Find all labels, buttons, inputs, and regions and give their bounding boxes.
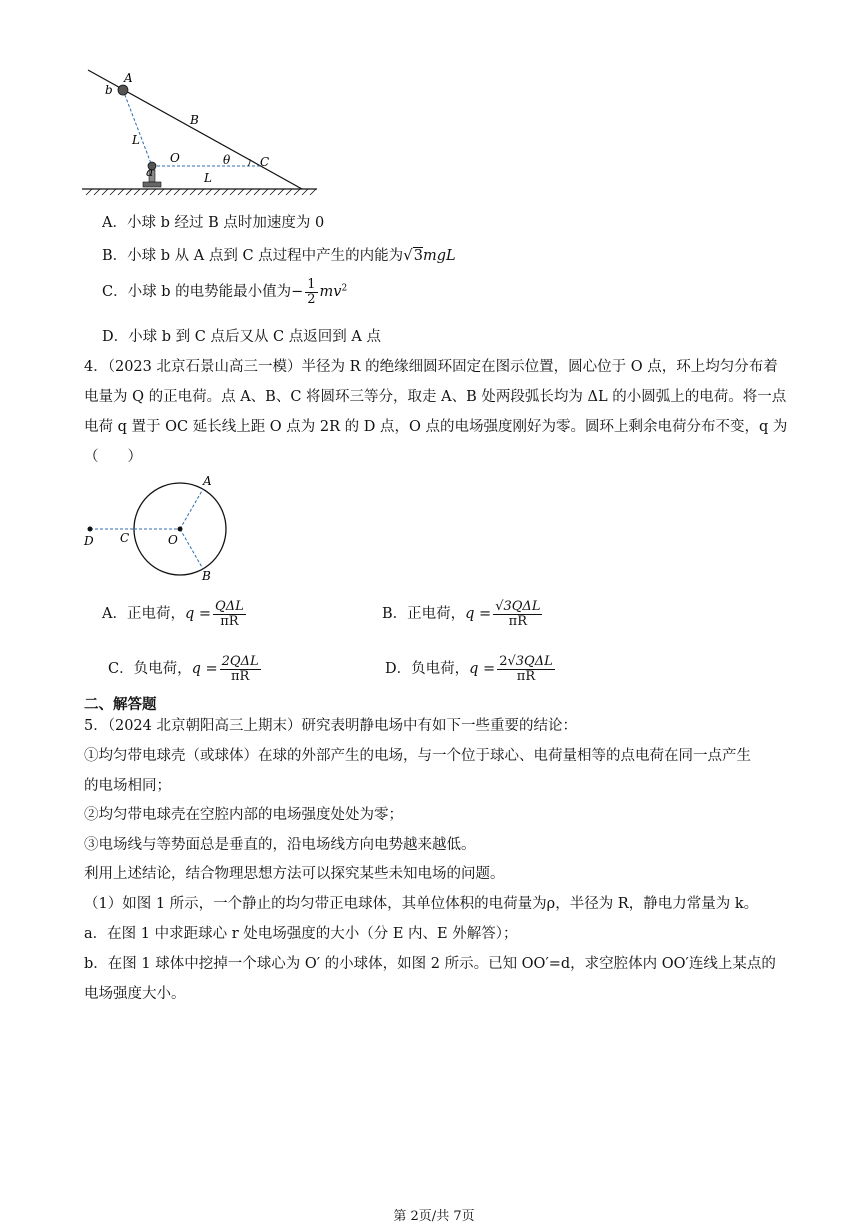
svg-text:L: L [132,133,140,147]
svg-text:a: a [146,165,154,179]
incline-figure [80,62,325,202]
q4-option-b: B．正电荷，q = $\frac{\text{√3QΔL}}{\pi R}$ [382,599,541,629]
q5-line-10: 电场强度大小。 [84,986,186,1002]
svg-text:B: B [190,113,199,127]
q4-line-4: （ ） [84,449,142,465]
q5-line-2: ①均匀带电球壳（或球体）在球的外部产生的电场，与一个位于球心、电荷量相等的点电荷在同一点产生 [84,748,751,764]
svg-text:A: A [124,71,133,85]
q5-line-9: b．在图 1 球体中挖掉一个球心为 O′ 的小球体，如图 2 所示。已知 OO′=d，求空腔体内 OO′连线上某点的 [84,956,776,972]
svg-text:θ: θ [223,153,231,167]
q5-line-1: 5．（2024 北京朝阳高三上期末）研究表明静电场中有如下一些重要的结论： [84,718,577,734]
q5-line-5: ③电场线与等势面总是垂直的，沿电场线方向电势越来越低。 [84,837,476,853]
section-title: 二、解答题 [84,696,157,713]
q4-option-c: C．负电荷，q = $\frac{\text{2QΔL}}{\pi R}$ [108,654,259,684]
q4-line-1: 4．（2023 北京石景山高三一模）半径为 R 的绝缘细圆环固定在图示位置，圆心位于 O 点，环上均匀分布着 [84,359,778,375]
q3-option-d: D．小球 b 到 C 点后又从 C 点返回到 A 点 [102,329,381,345]
ring-figure [78,470,238,585]
svg-text:L: L [204,171,212,185]
q3-option-c: C．小球 b 的电势能最小值为− $\frac{1}{2}$ $mv^2$ [102,277,348,307]
q3-option-a: A．小球 b 经过 B 点时加速度为 0 [102,215,325,231]
q4-option-d: D．负电荷，q = $\frac{\text{2√3QΔL}}{\pi R}$ [385,654,553,684]
q5-line-4: ②均匀带电球壳在空腔内部的电场强度处处为零； [84,807,403,823]
svg-text:A: A [203,474,212,488]
page-number: 第 2页/共 7页 [393,1209,475,1224]
q5-line-8: a．在图 1 中求距球心 r 处电场强度的大小（分 E 内、E 外解答）； [84,926,518,942]
svg-text:D: D [84,534,94,548]
q5-line-6: 利用上述结论，结合物理思想方法可以探究某些未知电场的问题。 [84,866,505,882]
svg-text:b: b [105,83,113,97]
svg-text:C: C [260,155,270,169]
q3-option-b: B．小球 b 从 A 点到 C 点过程中产生的内能为√3mgL [102,246,456,264]
svg-text:B: B [202,569,211,583]
svg-text:C: C [120,531,130,545]
svg-text:O: O [168,533,178,547]
svg-text:O: O [170,151,180,165]
q4-option-a: A．正电荷，q = $\frac{\text{QΔL}}{\pi R}$ [102,599,244,629]
q5-line-3: 的电场相同； [84,778,171,794]
q5-line-7: （1）如图 1 所示，一个静止的均匀带正电球体，其单位体积的电荷量为ρ，半径为 R，静电力常量为 k。 [84,896,759,912]
q4-line-3: 电荷 q 置于 OC 延长线上距 O 点为 2R 的 D 点，O 点的电场强度刚好为零。圆环上剩余电荷分布不变，q 为 [84,419,788,435]
ball-b [118,85,128,95]
q4-line-2: 电量为 Q 的正电荷。点 A、B、C 将圆环三等分，取走 A、B 处两段弧长均为 ΔL 的小圆弧上的电荷。将一点 [84,389,787,405]
